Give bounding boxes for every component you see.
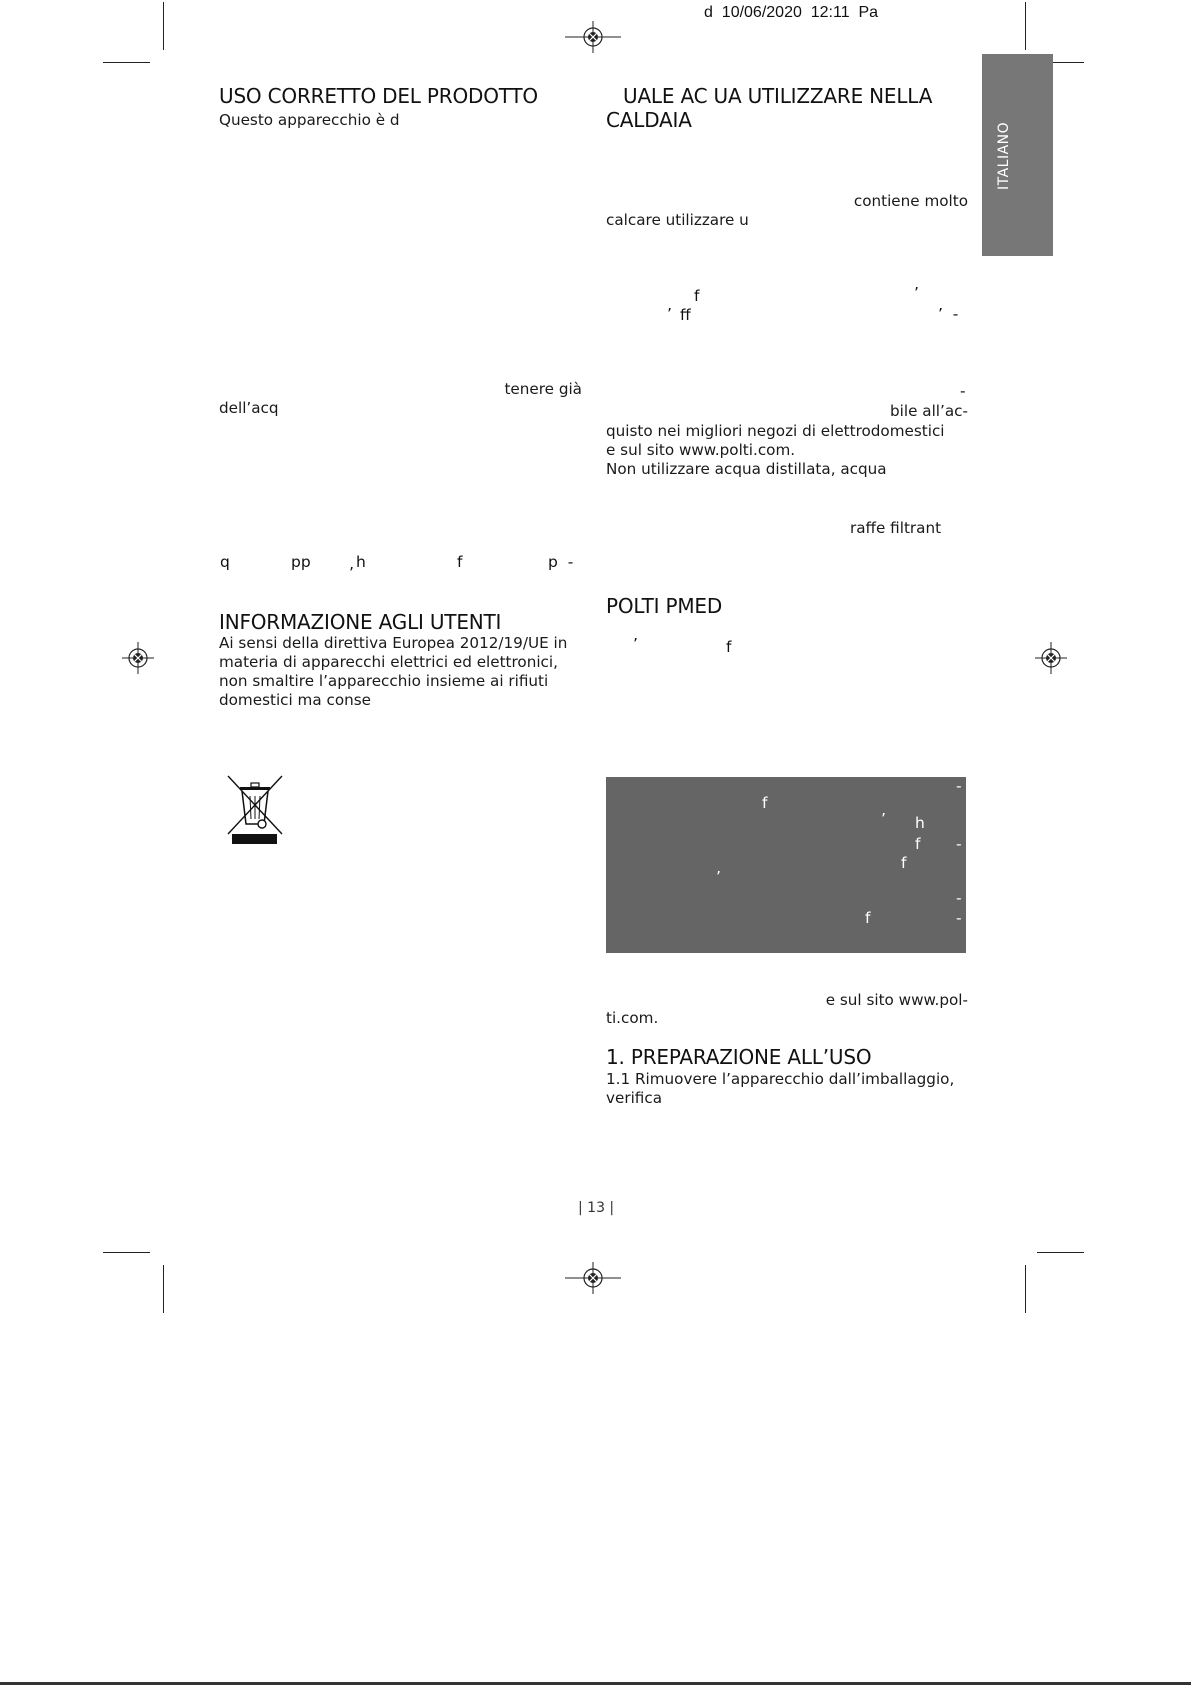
text-fragment: f — [694, 287, 700, 305]
contiene-text: contiene molto — [853, 192, 968, 210]
text-fragment: f — [915, 835, 921, 853]
calcare-text: calcare utilizzare u — [606, 211, 749, 229]
text-fragment: h — [915, 814, 925, 832]
acqua-title-line2: CALDAIA — [606, 108, 692, 132]
bile-text: bile all’ac- — [890, 402, 968, 420]
section-title-polti: POLTI PMED — [606, 594, 723, 618]
acqua-line: quisto nei migliori negozi di elettrodomestici — [606, 422, 945, 440]
crop-mark — [1025, 2, 1026, 50]
text-fragment: p - — [548, 553, 574, 571]
text-fragment: h — [356, 553, 366, 571]
text-fragment: f — [726, 638, 732, 656]
acqua-line: Non utilizzare acqua distillata, acqua — [606, 460, 887, 478]
info-line: non smaltire l’apparecchio insieme ai rifiuti — [219, 672, 549, 690]
crossed-out-wheelie-bin-icon — [225, 774, 285, 846]
acqua-paragraph — [606, 422, 968, 479]
uso-paragraph: Questo apparecchio è d — [219, 111, 400, 129]
prep-paragraph — [606, 1070, 968, 1108]
info-paragraph — [219, 634, 582, 710]
dellacq-text: dell’acq — [219, 399, 279, 417]
registration-mark-icon — [1035, 642, 1067, 674]
tenere-text: tenere già — [504, 380, 582, 398]
section-title-acqua — [606, 84, 932, 132]
text-fragment: - — [960, 382, 966, 400]
crop-mark — [163, 2, 164, 50]
text-fragment: ’ — [349, 564, 354, 582]
text-fragment: - — [956, 835, 962, 853]
registration-mark-icon — [565, 21, 621, 53]
section-title-informazione: INFORMAZIONE AGLI UTENTI — [219, 610, 502, 634]
crop-mark — [103, 1252, 150, 1253]
crop-mark — [1025, 1265, 1026, 1313]
text-fragment: ’ — [914, 284, 919, 302]
info-line: materia di apparecchi elettrici ed elettronici, — [219, 653, 558, 671]
prep-line: 1.1 Rimuovere l’apparecchio dall’imballaggio, — [606, 1070, 955, 1088]
text-fragment: ff — [680, 306, 691, 324]
section-title-uso-corretto: USO CORRETTO DEL PRODOTTO — [219, 84, 538, 108]
acqua-title-line1: UALE AC UA UTILIZZARE NELLA — [623, 84, 933, 108]
sito-text: e sul sito www.pol- — [825, 991, 968, 1009]
text-fragment: ’ — [667, 305, 672, 323]
language-tab-label: ITALIANO — [996, 121, 1012, 190]
crop-mark — [163, 1265, 164, 1313]
text-fragment: - — [956, 909, 962, 927]
registration-mark-icon — [122, 642, 154, 674]
highlight-box — [606, 777, 966, 953]
caraffe-text: raffe filtrant — [850, 519, 942, 537]
text-fragment: q — [220, 553, 230, 571]
acqua-line: e sul sito www.polti.com. — [606, 441, 796, 459]
text-fragment: pp — [291, 553, 311, 571]
text-fragment: ’ — [881, 810, 886, 828]
sito-text-2: ti.com. — [606, 1009, 659, 1027]
language-tab — [982, 54, 1053, 256]
text-fragment: - — [956, 889, 962, 907]
text-fragment: f — [865, 909, 871, 927]
text-fragment: ’ — [633, 635, 638, 653]
print-header: d 10/06/2020 12:11 Pa — [704, 4, 879, 21]
info-line: domestici ma conse — [219, 691, 372, 709]
text-fragment: - — [956, 777, 962, 795]
registration-mark-icon — [565, 1262, 621, 1294]
text-fragment: f — [901, 854, 907, 872]
page-number: | 13 | — [578, 1200, 615, 1216]
crop-mark — [103, 62, 150, 63]
text-fragment: ’ — [716, 868, 721, 886]
crop-mark — [1037, 1252, 1084, 1253]
text-fragment: f — [457, 553, 463, 571]
info-line: Ai sensi della direttiva Europea 2012/19/UE in — [219, 634, 568, 652]
prep-line: verifica — [606, 1089, 663, 1107]
text-fragment: f — [762, 794, 768, 812]
section-title-preparazione: 1. PREPARAZIONE ALL’USO — [606, 1045, 872, 1069]
text-fragment: ’ - — [938, 305, 959, 323]
